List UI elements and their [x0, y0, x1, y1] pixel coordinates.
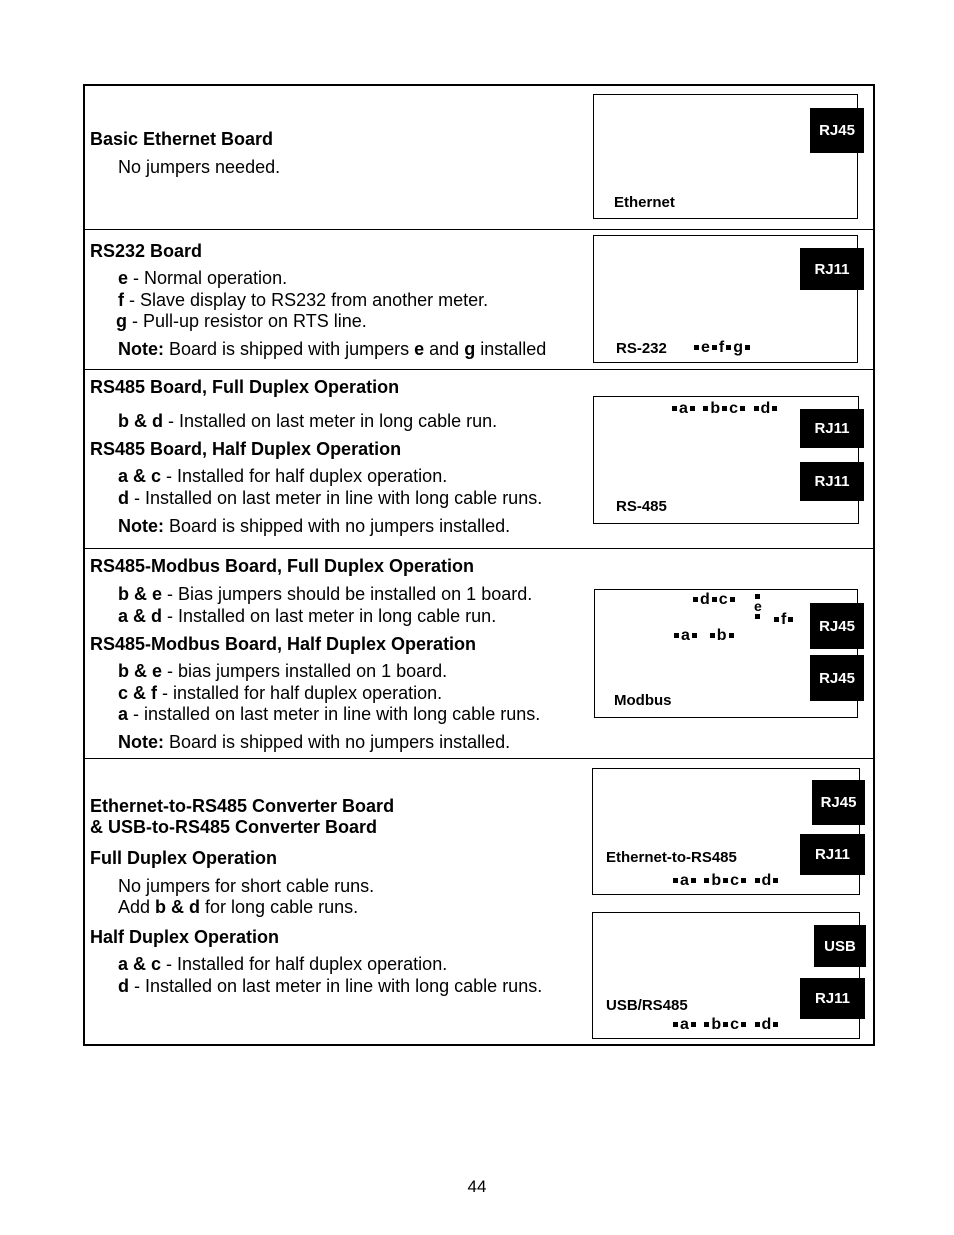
jumper-key: g [116, 311, 127, 331]
note-text: Board is shipped with no jumpers installed. [164, 516, 511, 536]
jumper-key: d [118, 488, 129, 508]
jumper-d: d [761, 1016, 772, 1033]
rj11-connector: RJ11 [800, 462, 864, 501]
rs485-jumper-row [670, 400, 779, 418]
rj11-connector: RJ11 [800, 409, 864, 448]
modbus-jumper-dc [691, 591, 737, 609]
modbus-half-item [118, 660, 447, 682]
jumper-key: a & c [118, 466, 162, 486]
jumper-c: c [730, 872, 740, 889]
converter-half-item [118, 975, 542, 997]
jumper-key: a & d [118, 606, 163, 626]
jumper-key: b & d [118, 411, 163, 431]
rj45-connector: RJ45 [812, 780, 865, 825]
text: for long cable runs. [200, 897, 359, 917]
note-jumper-g: g [464, 339, 476, 359]
jumper-desc: - Installed for half duplex operation. [161, 954, 448, 974]
modbus-half-item [118, 703, 540, 725]
eth-rs485-board-label: Ethernet-to-RS485 [606, 849, 737, 866]
jumper-key: d [118, 976, 129, 996]
rj45-connector: RJ45 [810, 108, 864, 153]
row-divider [84, 758, 875, 759]
jumper-key: c & f [118, 683, 158, 703]
rj11-connector: RJ11 [800, 978, 865, 1019]
jumper-f: f [781, 611, 787, 628]
jumper-desc: - Slave display to RS232 from another meter. [124, 290, 489, 310]
note-jumper-e: e [414, 339, 425, 359]
usb-rs485-board-label: USB/RS485 [606, 997, 688, 1014]
jumper-key: b & d [155, 897, 201, 917]
ethernet-desc: No jumpers needed. [118, 157, 281, 177]
converter-half-title: Half Duplex Operation [90, 927, 280, 947]
jumper-desc: - Installed on last meter in long cable run. [163, 411, 498, 431]
jumper-a: a [679, 400, 688, 417]
row-divider [84, 548, 875, 549]
converter-half-item [118, 953, 447, 975]
jumper-key: b & e [118, 661, 163, 681]
rj45-connector: RJ45 [810, 603, 864, 649]
jumper-d: d [761, 872, 772, 889]
rj11-connector: RJ11 [800, 248, 864, 290]
rj11-connector: RJ11 [800, 834, 865, 875]
ethernet-board-label: Ethernet [614, 194, 675, 211]
modbus-jumper-f [772, 611, 795, 629]
rs485-full-title: RS485 Board, Full Duplex Operation [90, 377, 400, 397]
jumper-desc: - Installed on last meter in line with long cable runs. [129, 488, 543, 508]
jumper-key: e [118, 268, 129, 288]
modbus-half-title: RS485-Modbus Board, Half Duplex Operation [90, 634, 477, 654]
jumper-e: e [754, 598, 762, 614]
jumper-a: a [681, 627, 690, 644]
note-text: Board is shipped with jumpers [164, 339, 415, 359]
rs232-item-g [116, 310, 367, 332]
usb-connector: USB [814, 925, 866, 967]
usb-rs485-jumper-row [671, 1016, 780, 1034]
jumper-b: b [711, 1016, 722, 1033]
rs485-half-item [118, 465, 447, 487]
converter-title-1: Ethernet-to-RS485 Converter Board [90, 796, 395, 816]
rs485-half-title: RS485 Board, Half Duplex Operation [90, 439, 402, 459]
converter-title-2: & USB-to-RS485 Converter Board [90, 817, 378, 837]
converter-full-line1: No jumpers for short cable runs. [118, 876, 375, 896]
rs232-board-label: RS-232 [616, 340, 667, 357]
note-text: Board is shipped with no jumpers installed. [164, 732, 511, 752]
eth-rs485-jumper-row [671, 872, 780, 890]
jumper-key: f [118, 290, 124, 310]
rs232-jumper-row [692, 339, 752, 357]
modbus-jumper-e [754, 594, 762, 619]
text: Add [118, 897, 156, 917]
jumper-c: c [729, 400, 739, 417]
jumper-desc: - installed for half duplex operation. [157, 683, 443, 703]
jumper-c: c [730, 1016, 740, 1033]
modbus-half-item [118, 682, 442, 704]
modbus-full-title: RS485-Modbus Board, Full Duplex Operation [90, 556, 475, 576]
jumper-d: d [760, 400, 771, 417]
note-text: and [424, 339, 465, 359]
jumper-desc: - installed on last meter in line with long cable runs. [128, 704, 541, 724]
jumper-c: c [718, 591, 728, 608]
rs232-item-e [118, 267, 287, 289]
rs485-full-item [118, 410, 497, 432]
modbus-full-item [118, 605, 496, 627]
jumper-b: b [711, 872, 722, 889]
note-text: installed [475, 339, 547, 359]
note-label: Note: [118, 339, 164, 359]
jumper-key: a [118, 704, 129, 724]
jumper-desc: - Installed for half duplex operation. [161, 466, 448, 486]
jumper-desc: - Installed on last meter in long cable run. [162, 606, 497, 626]
rs485-board-label: RS-485 [616, 498, 667, 515]
row-divider [84, 369, 875, 370]
jumper-g: g [733, 339, 744, 356]
jumper-desc: - Installed on last meter in line with long cable runs. [129, 976, 543, 996]
note-label: Note: [118, 516, 164, 536]
converter-full-line2 [118, 896, 358, 918]
jumper-b: b [710, 400, 721, 417]
jumper-key: a & c [118, 954, 162, 974]
ethernet-title: Basic Ethernet Board [90, 129, 274, 149]
page-number: 44 [467, 1177, 487, 1196]
rs232-title: RS232 Board [90, 241, 203, 261]
modbus-board-label: Modbus [614, 692, 672, 709]
modbus-note [118, 731, 510, 753]
modbus-full-item [118, 583, 532, 605]
jumper-desc: - Pull-up resistor on RTS line. [127, 311, 367, 331]
note-label: Note: [118, 732, 164, 752]
rs232-item-f [118, 289, 488, 311]
jumper-desc: - bias jumpers installed on 1 board. [162, 661, 448, 681]
jumper-a: a [680, 1016, 689, 1033]
jumper-b: b [716, 627, 727, 644]
rj45-connector: RJ45 [810, 655, 864, 701]
jumper-f: f [718, 339, 725, 356]
modbus-jumper-ab [672, 627, 736, 645]
jumper-d: d [700, 591, 710, 608]
jumper-a: a [680, 872, 689, 889]
row-divider [84, 229, 875, 230]
jumper-key: b & e [118, 584, 163, 604]
jumper-desc: - Bias jumpers should be installed on 1 board. [162, 584, 533, 604]
jumper-desc: - Normal operation. [128, 268, 288, 288]
rs485-half-item [118, 487, 542, 509]
jumper-e: e [701, 339, 710, 356]
rs485-note [118, 515, 510, 537]
rs232-note [118, 338, 546, 360]
converter-full-title: Full Duplex Operation [90, 848, 278, 868]
